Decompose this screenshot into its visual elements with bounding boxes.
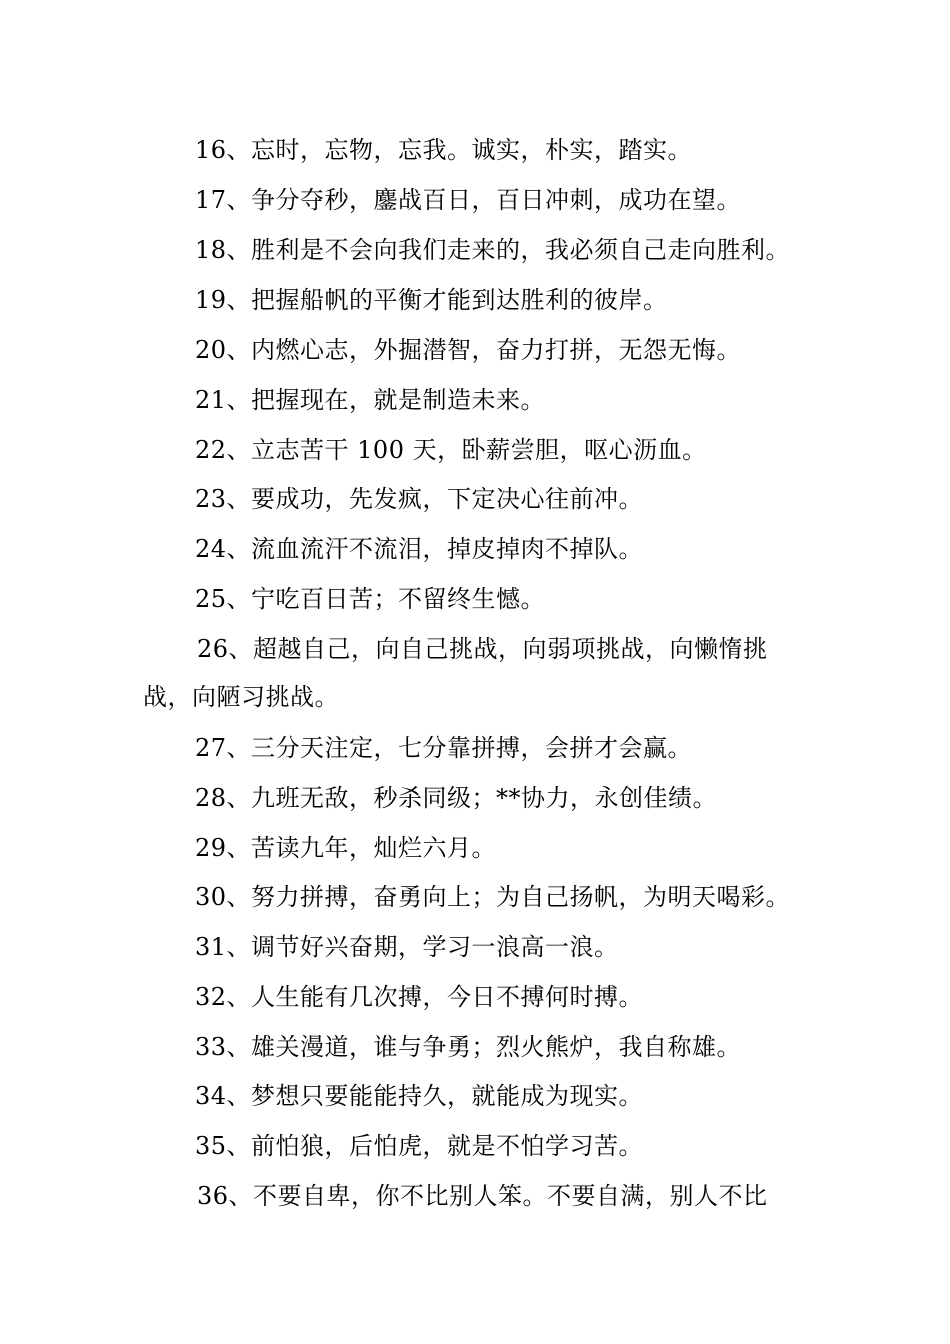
text-line-32: 32、人生能有几次搏，今日不搏何时搏。 <box>195 983 644 1011</box>
text-line-26: 26、超越自己，向自己挑战，向弱项挑战，向懒惰挑 <box>197 635 768 663</box>
text-line-17: 17、争分夺秒，鏖战百日，百日冲刺，成功在望。 <box>195 186 742 214</box>
text-line-36: 36、不要自卑，你不比别人笨。不要自满，别人不比 <box>197 1182 768 1210</box>
text-line-20: 20、内燃心志，外掘潜智，奋力打拼，无怨无悔。 <box>195 336 742 364</box>
text-line-21: 21、把握现在，就是制造未来。 <box>195 386 546 414</box>
text-line-30: 30、努力拼搏，奋勇向上；为自己扬帆，为明天喝彩。 <box>195 883 791 911</box>
text-line-22: 22、立志苦干 100 天，卧薪尝胆，呕心沥血。 <box>195 436 707 464</box>
text-line-23: 23、要成功，先发疯，下定决心往前冲。 <box>195 485 644 513</box>
text-line-18: 18、胜利是不会向我们走来的，我必须自己走向胜利。 <box>195 236 791 264</box>
text-line-19: 19、把握船帆的平衡才能到达胜利的彼岸。 <box>195 286 668 314</box>
text-line-27: 27、三分天注定，七分靠拼搏，会拼才会赢。 <box>195 734 693 762</box>
text-line-26-continued: 战，向陋习挑战。 <box>143 683 339 711</box>
text-line-25: 25、宁吃百日苦；不留终生憾。 <box>195 585 546 613</box>
text-line-16: 16、忘时，忘物，忘我。诚实，朴实，踏实。 <box>195 136 693 164</box>
text-line-31: 31、调节好兴奋期，学习一浪高一浪。 <box>195 933 619 961</box>
text-line-35: 35、前怕狼，后怕虎，就是不怕学习苦。 <box>195 1132 644 1160</box>
text-line-28: 28、九班无敌，秒杀同级；**协力，永创佳绩。 <box>195 784 718 812</box>
text-line-34: 34、梦想只要能能持久，就能成为现实。 <box>195 1082 644 1110</box>
text-line-29: 29、苦读九年，灿烂六月。 <box>195 834 497 862</box>
text-line-24: 24、流血流汗不流泪，掉皮掉肉不掉队。 <box>195 535 644 563</box>
text-line-33: 33、雄关漫道，谁与争勇；烈火熊炉，我自称雄。 <box>195 1033 742 1061</box>
